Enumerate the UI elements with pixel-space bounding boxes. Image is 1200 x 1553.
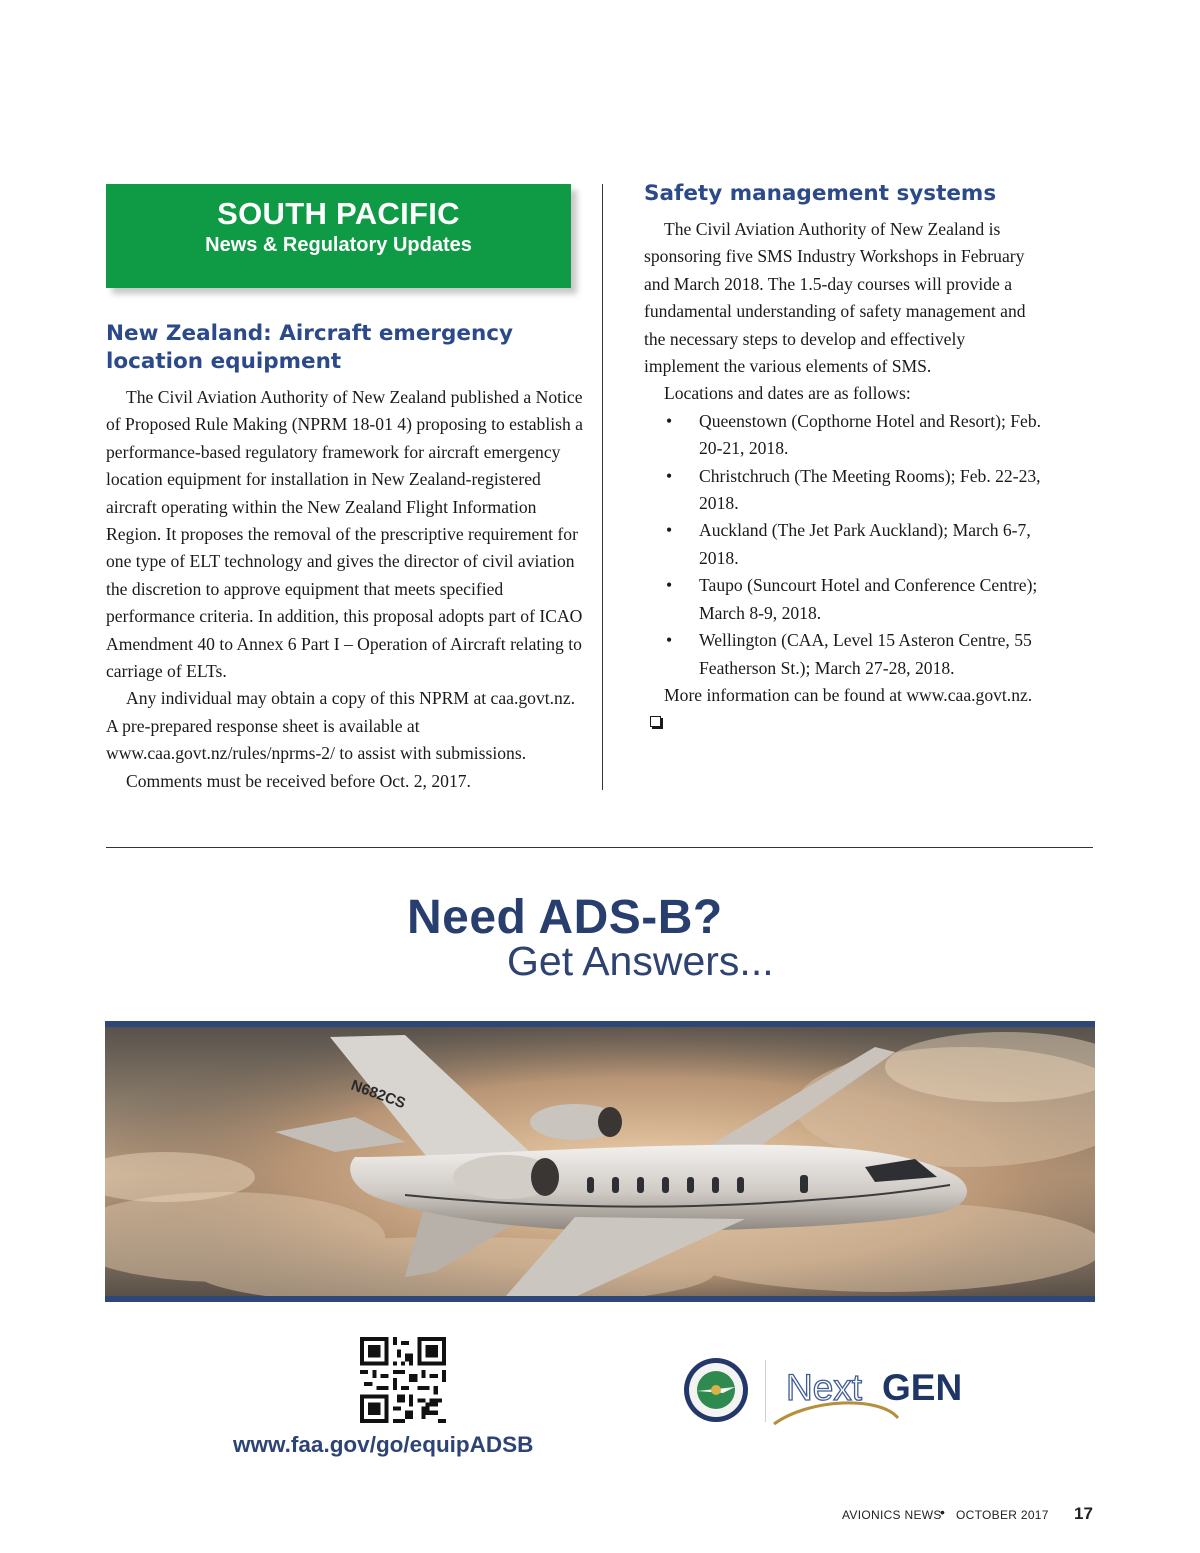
nextgen-next-text: Next — [786, 1367, 863, 1408]
list-item — [644, 517, 1044, 572]
nextgen-logo — [770, 1358, 980, 1428]
location-text: Auckland (The Jet Park Auckland); March 6-7, 2018. — [699, 520, 1031, 568]
right-article — [644, 180, 1044, 737]
footer-separator: • — [940, 1504, 945, 1520]
list-item — [644, 463, 1044, 518]
location-text: Wellington (CAA, Level 15 Asteron Centre, 55 Featherson St.); March 27-28, 2018. — [699, 630, 1032, 678]
footer-publication: AVIONICS NEWS — [842, 1508, 942, 1522]
end-mark-icon — [650, 716, 661, 727]
closing-text: More information can be found at www.caa.govt.nz. — [664, 684, 1033, 705]
ad-url-link[interactable]: www.faa.gov/go/equipADSB — [233, 1432, 534, 1457]
left-article — [106, 320, 588, 795]
list-item — [644, 408, 1044, 463]
jet-photo — [105, 1021, 1095, 1302]
section-banner — [106, 184, 571, 288]
column-divider — [602, 184, 603, 790]
nextgen-gen-text: GEN — [882, 1367, 963, 1408]
ad-title: Need ADS-B? — [407, 891, 723, 944]
bullet: • — [666, 410, 673, 431]
locations-intro: Locations and dates are as follows: — [664, 383, 911, 404]
banner-subtitle: News & Regulatory Updates — [205, 234, 472, 256]
location-text: Queenstown (Copthorne Hotel and Resort); Feb. 20-21, 2018. — [699, 410, 1042, 459]
bullet: • — [666, 520, 673, 541]
ad-subtitle: Get Answers... — [507, 938, 774, 984]
banner-title: SOUTH PACIFIC — [217, 196, 460, 231]
qr-code-icon — [360, 1337, 446, 1423]
left-article-paragraph: Comments must be received before Oct. 2, 2017. — [126, 770, 471, 791]
bullet: • — [666, 575, 673, 596]
bullet: • — [666, 465, 673, 486]
horizontal-divider — [106, 847, 1093, 848]
footer-month: OCTOBER 2017 — [956, 1508, 1049, 1522]
location-text: Christchruch (The Meeting Rooms); Feb. 22-23, 2018. — [699, 465, 1041, 514]
aircraft-registration: N682CS — [348, 1076, 408, 1113]
left-article-paragraph: The Civil Aviation Authority of New Zealand published a Notice of Proposed Rule Making (NPRM 18-01 4) proposing to establish a performance-based regulatory framework for aircraft emergency location equipment for installation in New Zealand-registered aircraft operating within the New Zealand Flight Information Region. It proposes the removal of the prescriptive requirement for one type of ELT technology and gives the director of civil aviation the discretion to approve equipment that meets specified performance criteria. In addition, this proposal adopts part of ICAO Amendment 40 to Annex 6 Part I – Operation of Aircraft relating to carriage of ELTs. — [106, 387, 583, 682]
list-item — [644, 572, 1044, 627]
logo-divider — [765, 1360, 766, 1422]
jet-illustration — [105, 1027, 1095, 1296]
right-article-intro: The Civil Aviation Authority of New Zealand is sponsoring five SMS Industry Workshops in February and March 2018. The 1.5-day courses will provide a fundamental understanding of safety management and the necessary steps to develop and effectively implement the various elements of SMS. — [644, 219, 1026, 377]
locations-list — [644, 408, 1044, 682]
faa-seal-icon — [683, 1357, 749, 1423]
page-number: 17 — [1074, 1504, 1093, 1523]
right-article-closing — [644, 682, 1044, 737]
list-item — [644, 627, 1044, 682]
bullet: • — [666, 630, 673, 651]
location-text: Taupo (Suncourt Hotel and Conference Centre); March 8-9, 2018. — [699, 575, 1038, 623]
right-article-heading: Safety management systems — [644, 181, 997, 206]
left-article-paragraph: Any individual may obtain a copy of this NPRM at caa.govt.nz. A pre-prepared response sheet is available at www.caa.govt.nz/rules/nprms-2/ to assist with submissions. — [106, 688, 576, 764]
left-article-heading: New Zealand: Aircraft emergency location equipment — [106, 321, 514, 374]
